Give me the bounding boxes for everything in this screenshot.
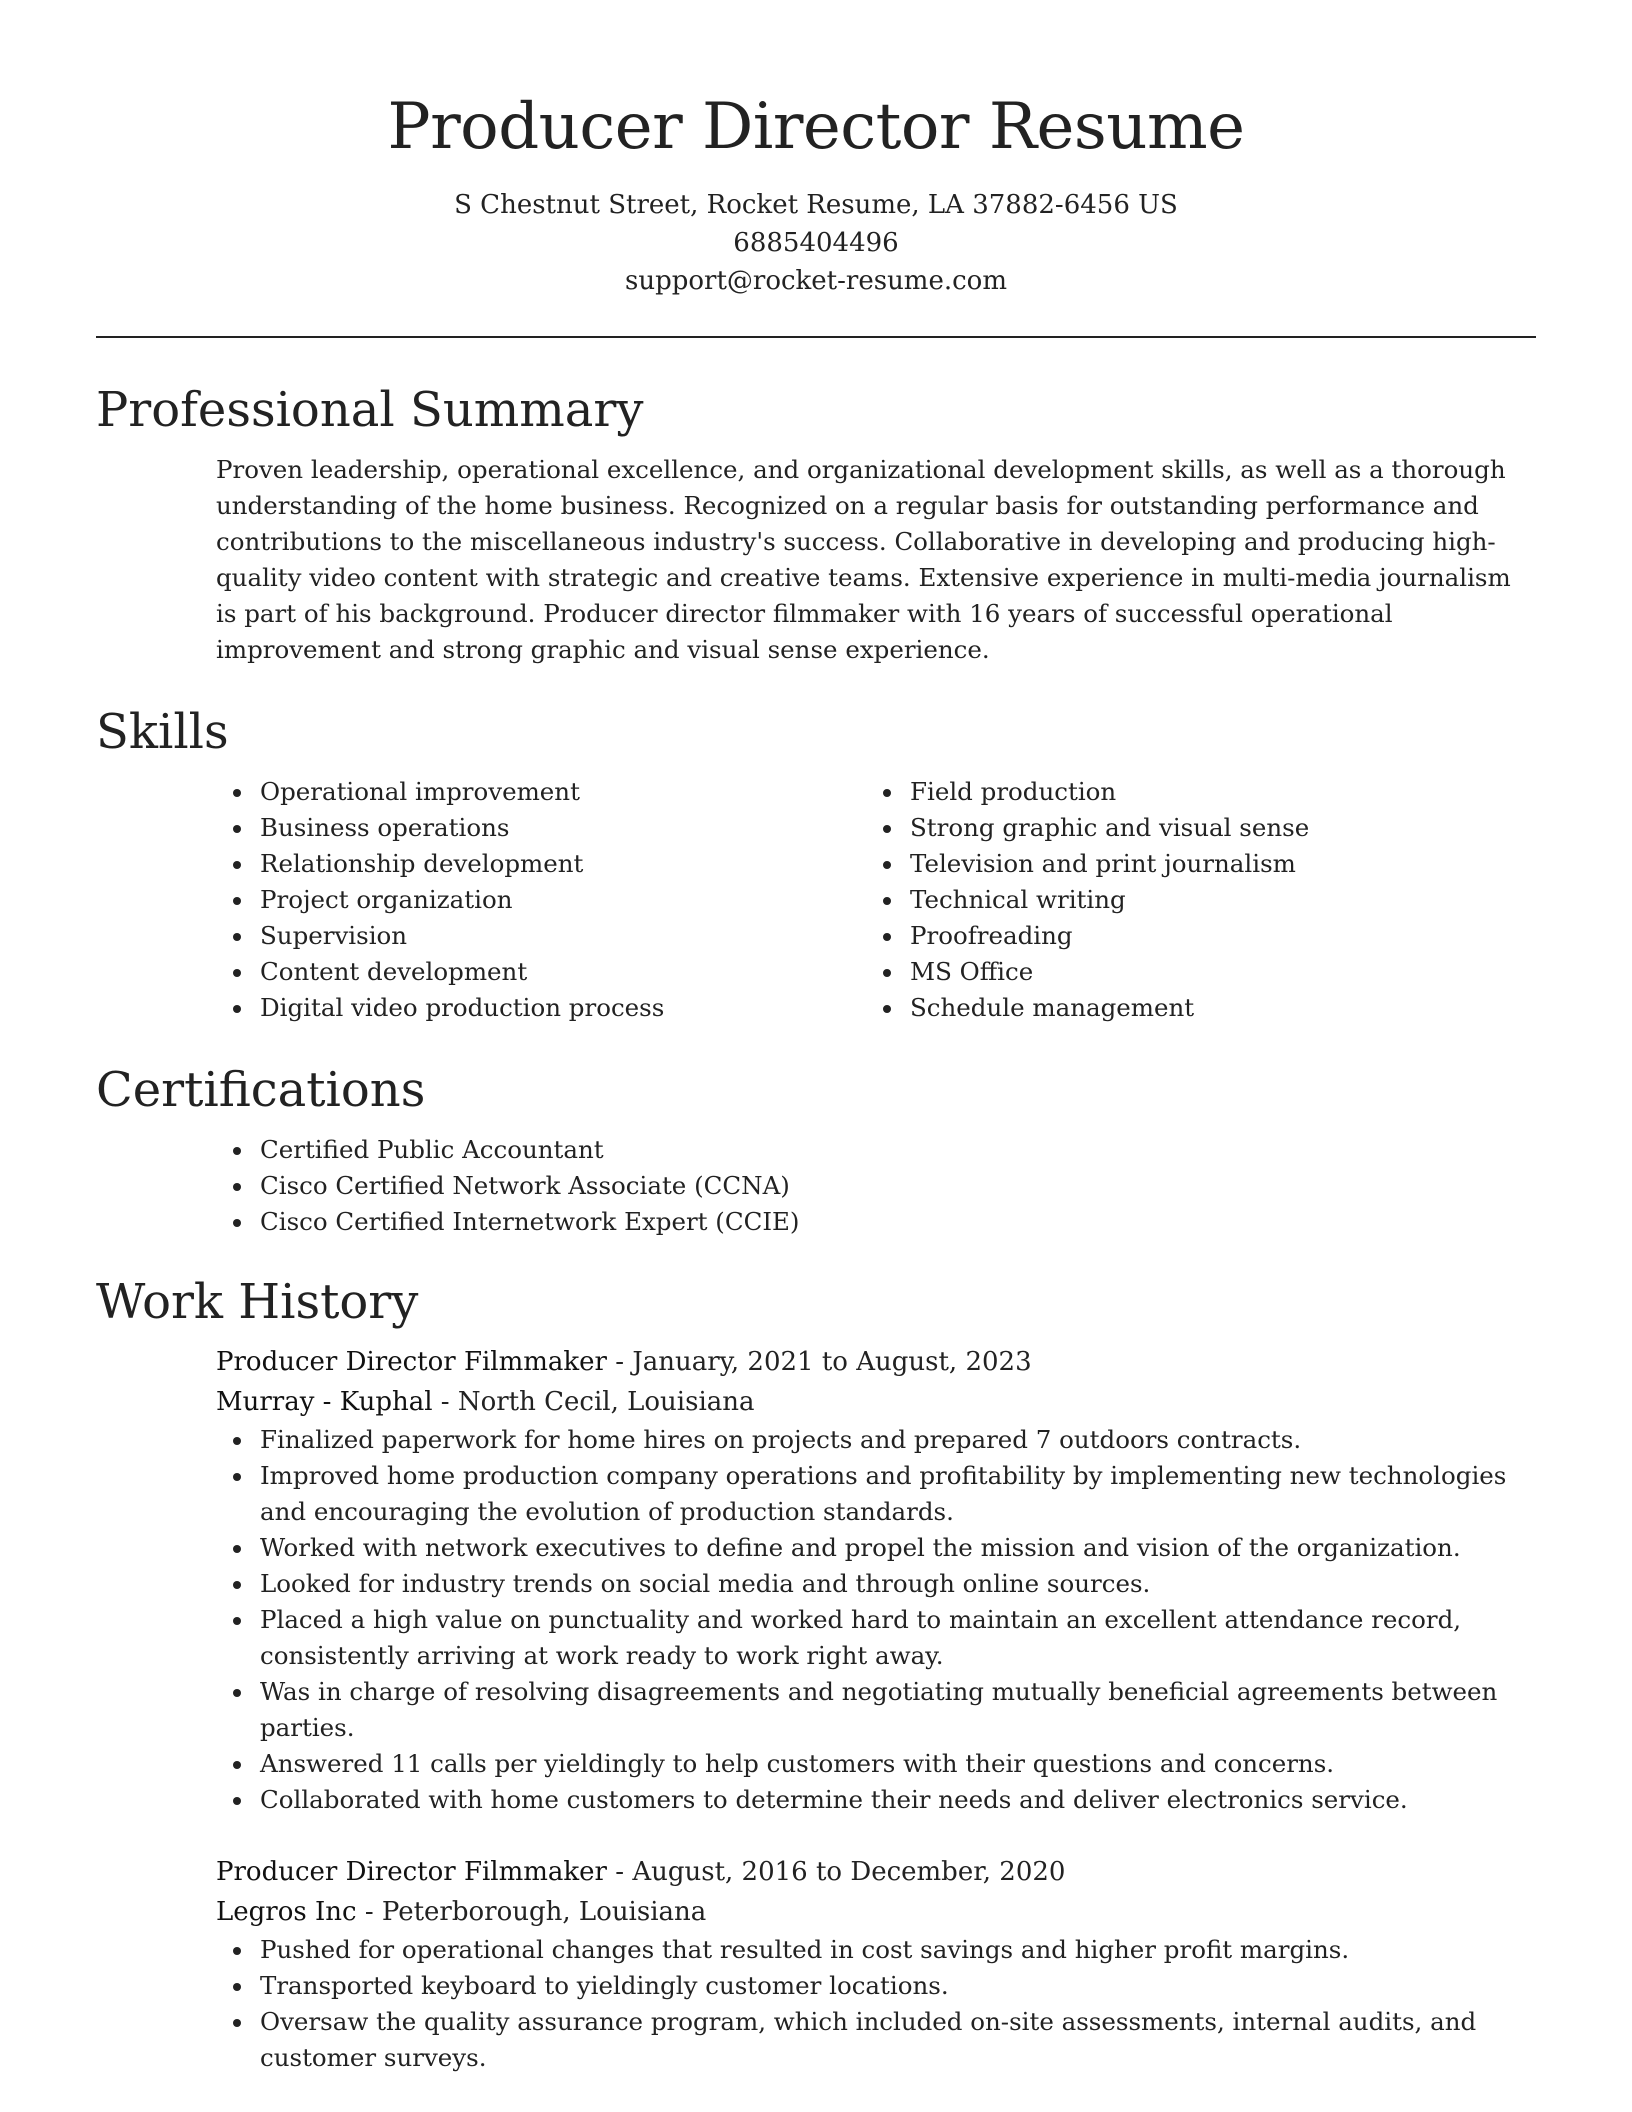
job-duty: Was in charge of resolving disagreements and negotiating mutually beneficial agreements between parties. bbox=[216, 1674, 1536, 1746]
skill-item: Field production bbox=[866, 774, 1516, 810]
skill-item: Operational improvement bbox=[216, 774, 866, 810]
skill-item: Business operations bbox=[216, 810, 866, 846]
job-duties-list bbox=[216, 1422, 1536, 1818]
job-duty: Answered 11 calls per yieldingly to help customers with their questions and concerns. bbox=[216, 1746, 1536, 1782]
job-dates: - January, 2021 to August, 2023 bbox=[607, 1347, 1032, 1377]
certifications-list bbox=[216, 1132, 1536, 1240]
job-duty: Pushed for operational changes that resulted in cost savings and higher profit margins. bbox=[216, 1932, 1536, 1968]
work-history-heading: Work History bbox=[96, 1274, 419, 1330]
job-company-line bbox=[216, 1382, 1536, 1422]
skill-item: MS Office bbox=[866, 954, 1516, 990]
job-location: - Peterborough, Louisiana bbox=[356, 1897, 707, 1927]
header-divider bbox=[96, 336, 1536, 338]
summary-text: Proven leadership, operational excellence, and organizational development skills, as well as a thorough understanding of the home business. Recognized on a regular basis for outstanding performance and contributions to the miscellaneous industry's success. Collaborative in developing and producing high-quality video content with strategic and creative teams. Extensive experience in multi-media journalism is part of his background. Producer director filmmaker with 16 years of successful operational improvement and strong graphic and visual sense experience. bbox=[216, 455, 1511, 664]
job-title: Producer Director Filmmaker bbox=[216, 1347, 607, 1377]
contact-phone: 6885404496 bbox=[733, 228, 899, 258]
job-duty: Oversaw the quality assurance program, which included on-site assessments, internal audits, and customer surveys. bbox=[216, 2004, 1536, 2076]
job-title-line bbox=[216, 1852, 1536, 1892]
job-company: Murray - Kuphal bbox=[216, 1387, 433, 1417]
skill-item: Schedule management bbox=[866, 990, 1516, 1026]
work-history-section bbox=[96, 1272, 1536, 2076]
skills-list-right bbox=[866, 774, 1516, 1026]
job-title: Producer Director Filmmaker bbox=[216, 1857, 607, 1887]
certification-item: Cisco Certified Network Associate (CCNA) bbox=[216, 1168, 1536, 1204]
job-title-line bbox=[216, 1342, 1536, 1382]
job-duty: Transported keyboard to yieldingly customer locations. bbox=[216, 1968, 1536, 2004]
contact-address: S Chestnut Street, Rocket Resume, LA 37882-6456 US bbox=[454, 190, 1178, 220]
skill-item: Supervision bbox=[216, 918, 866, 954]
job-duty: Looked for industry trends on social media and through online sources. bbox=[216, 1566, 1536, 1602]
contact-email: support@rocket-resume.com bbox=[624, 266, 1007, 296]
skill-item: Relationship development bbox=[216, 846, 866, 882]
job-location: - North Cecil, Louisiana bbox=[432, 1387, 755, 1417]
job-duty: Collaborated with home customers to determine their needs and deliver electronics service. bbox=[216, 1782, 1536, 1818]
skills-column-right bbox=[866, 774, 1516, 1026]
job-company: Legros Inc bbox=[216, 1897, 357, 1927]
resume-page bbox=[96, 0, 1536, 2072]
certification-item: Certified Public Accountant bbox=[216, 1132, 1536, 1168]
skills-columns bbox=[216, 774, 1536, 1026]
certifications-section bbox=[96, 1060, 1536, 1240]
job-duty: Placed a high value on punctuality and worked hard to maintain an excellent attendance record, consistently arriving at work ready to work right away. bbox=[216, 1602, 1536, 1674]
skill-item: Strong graphic and visual sense bbox=[866, 810, 1516, 846]
skills-section bbox=[96, 702, 1536, 1026]
skill-item: Content development bbox=[216, 954, 866, 990]
skill-item: Digital video production process bbox=[216, 990, 866, 1026]
skills-heading: Skills bbox=[96, 704, 229, 760]
contact-block bbox=[96, 186, 1536, 300]
job-entry bbox=[216, 1342, 1536, 1818]
job-duty: Improved home production company operations and profitability by implementing new technologies and encouraging the evolution of production standards. bbox=[216, 1458, 1536, 1530]
page-title: Producer Director Resume bbox=[387, 90, 1245, 164]
job-duties-list bbox=[216, 1932, 1536, 2076]
resume-header bbox=[96, 0, 1536, 338]
summary-section bbox=[96, 380, 1536, 668]
skill-item: Technical writing bbox=[866, 882, 1516, 918]
job-duty: Finalized paperwork for home hires on projects and prepared 7 outdoors contracts. bbox=[216, 1422, 1536, 1458]
skill-item: Proofreading bbox=[866, 918, 1516, 954]
summary-heading: Professional Summary bbox=[96, 382, 644, 438]
certifications-list-wrap bbox=[216, 1132, 1536, 1240]
skills-list-left bbox=[216, 774, 866, 1026]
job-dates: - August, 2016 to December, 2020 bbox=[607, 1857, 1066, 1887]
certifications-heading: Certifications bbox=[96, 1062, 426, 1118]
certification-item: Cisco Certified Internetwork Expert (CCIE) bbox=[216, 1204, 1536, 1240]
job-entry bbox=[216, 1852, 1536, 2076]
skills-column-left bbox=[216, 774, 866, 1026]
job-duty: Worked with network executives to define and propel the mission and vision of the organization. bbox=[216, 1530, 1536, 1566]
skill-item: Television and print journalism bbox=[866, 846, 1516, 882]
skill-item: Project organization bbox=[216, 882, 866, 918]
job-company-line bbox=[216, 1892, 1536, 1932]
